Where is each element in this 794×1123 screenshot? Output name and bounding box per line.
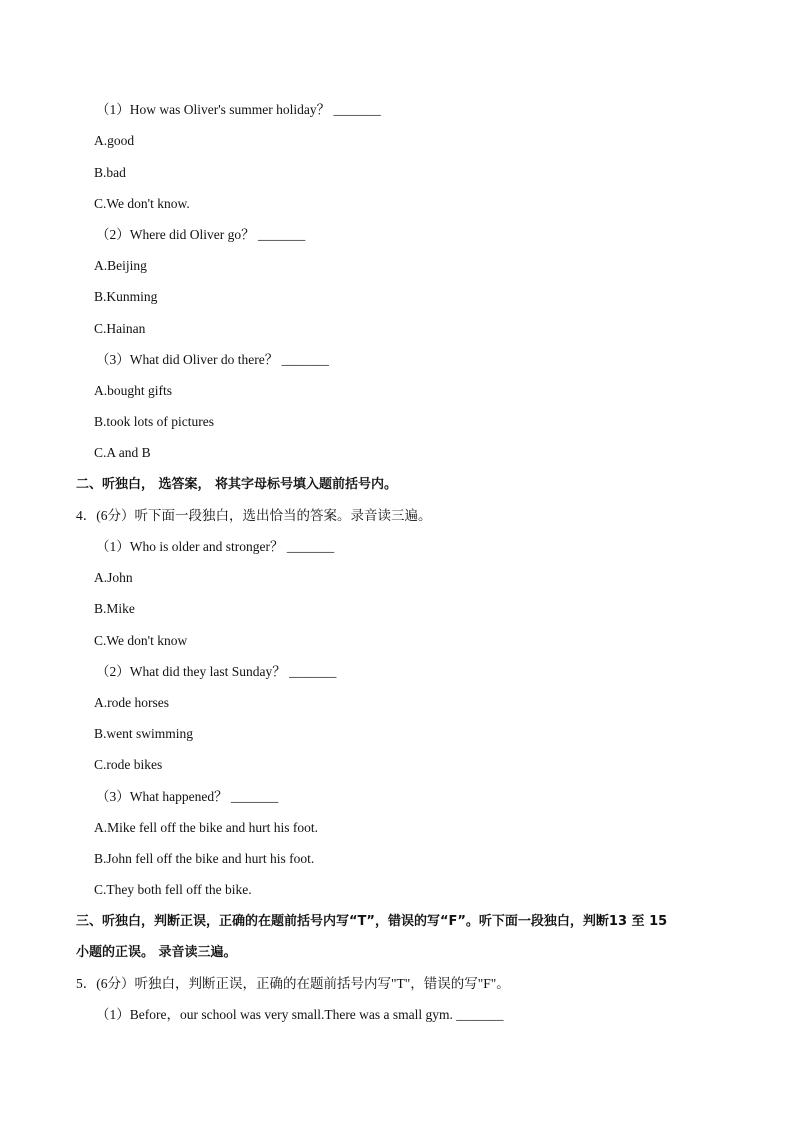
q4-sub1-option-a: A.John [94,570,133,585]
q3-sub3-stem: （3）What did Oliver do there？ _______ [96,352,329,367]
q5-header: 5．(6分）听独白，判断正误，正确的在题前括号内写"T"，错误的写"F"。 [76,976,510,991]
q4-sub3-option-a: A.Mike fell off the bike and hurt his foot. [94,820,318,835]
q3-sub2-stem: （2）Where did Oliver go？ _______ [96,227,306,242]
section-3-heading-line-2: 小题的正误。 录音读三遍。 [76,945,237,960]
q4-sub3-option-b: B.John fell off the bike and hurt his foot. [94,851,315,866]
q3-sub3-option-b: B.took lots of pictures [94,414,214,429]
q4-sub1-option-b: B.Mike [94,601,135,616]
q4-sub1-option-c: C.We don't know [94,633,188,648]
q3-sub1-stem: （1）How was Oliver's summer holiday？ _______ [96,102,381,117]
q4-sub2-stem: （2）What did they last Sunday？ _______ [96,664,337,679]
section-3-heading-line-1: 三、听独白，判断正误，正确的在题前括号内写“T”，错误的写“F”。听下面一段独白，判断13 至 15 [76,914,668,929]
q4-sub2-option-c: C.rode bikes [94,757,163,772]
q4-sub2-option-b: B.went swimming [94,726,194,741]
q3-sub1-option-b: B.bad [94,165,126,180]
q4-sub1-stem: （1）Who is older and stronger？ _______ [96,539,335,554]
q3-sub2-option-a: A.Beijing [94,258,147,273]
q3-sub2-option-b: B.Kunming [94,289,158,304]
q3-sub3-option-c: C.A and B [94,445,151,460]
q4-sub3-option-c: C.They both fell off the bike. [94,882,252,897]
q5-sub1-stem: （1）Before，our school was very small.There was a small gym. _______ [96,1007,504,1022]
section-2-heading: 二、听独白， 选答案， 将其字母标号填入题前括号内。 [76,477,398,492]
q3-sub3-option-a: A.bought gifts [94,383,173,398]
q4-sub3-stem: （3）What happened？ _______ [96,789,279,804]
q3-sub1-option-c: C.We don't know. [94,196,190,211]
q4-sub2-option-a: A.rode horses [94,695,169,710]
q3-sub1-option-a: A.good [94,133,135,148]
q3-sub2-option-c: C.Hainan [94,321,146,336]
q4-header: 4．(6分）听下面一段独白，选出恰当的答案。录音读三遍。 [76,508,432,523]
